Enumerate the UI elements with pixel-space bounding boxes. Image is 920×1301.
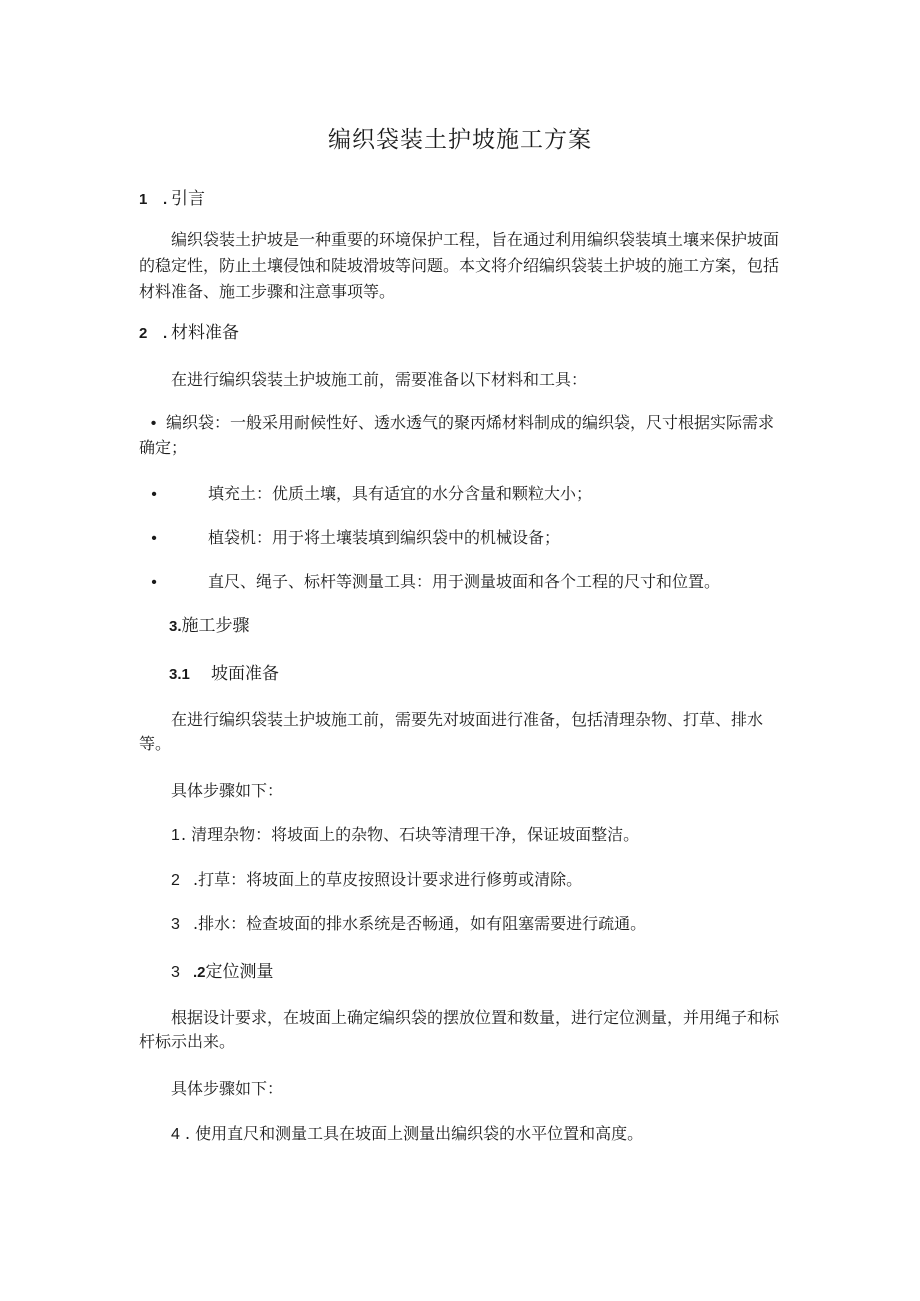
section-number: 2 [139,325,148,342]
step-text: .打草：将坡面上的草皮按照设计要求进行修剪或清除。 [193,870,583,889]
section-number-suffix: .2 [193,964,206,981]
subsection-heading-3-1 [139,661,781,687]
bullet-glyph: • [151,574,157,591]
paragraph-slope-prep: 在进行编织袋装土护坡施工前，需要先对坡面进行准备，包括清理杂物、打草、排水等。 [139,710,764,753]
bullet-item-bag-machine [139,525,781,551]
section-number: 3.1 [169,666,190,683]
bullet-text: 植袋机：用于将土壤装填到编织袋中的机械设备； [208,528,561,547]
step-text: . 清理杂物：将坡面上的杂物、石块等清理干净，保证坡面整洁。 [181,825,640,844]
section-number: 3 [171,964,180,981]
bullet-item-tools [139,569,781,595]
section-title: 材料准备 [171,323,239,343]
list-item-step-4 [139,1121,781,1147]
list-item-step-2 [139,867,781,893]
bullet-glyph: • [151,530,157,547]
section-heading-2 [139,320,781,346]
step-number: 4 [171,1126,180,1143]
section-number: 3. [169,618,182,635]
subsection-heading-3-2 [139,959,781,985]
step-number: 1 [171,827,180,844]
bullet-item-fill-soil [139,481,781,507]
step-number: 3 [171,916,180,933]
section-title: 坡面准备 [211,664,279,684]
section-dot: . [163,191,168,208]
bullet-glyph: • [150,415,157,432]
list-item-step-3 [139,911,781,937]
bullet-item-bags [139,411,781,460]
list-item-step-1 [139,822,781,848]
section-title: 施工步骤 [181,616,250,636]
paragraph-steps-intro-2: 具体步骤如下： [171,1079,284,1098]
bullet-text: 填充土：优质土壤，具有适宜的水分含量和颗粒大小； [208,484,593,503]
paragraph-intro: 编织袋装土护坡是一种重要的环境保护工程，旨在通过利用编织袋装填土壤来保护坡面的稳定性，防止土壤侵蚀和陡坡滑坡等问题。本文将介绍编织袋装土护坡的施工方案，包括材料准备、施工步骤和注意事项等。 [139,230,780,301]
paragraph-materials-intro: 在进行编织袋装土护坡施工前，需要准备以下材料和工具： [171,370,588,389]
bullet-glyph: • [151,486,157,503]
document-title: 编织袋装土护坡施工方案 [328,127,592,153]
section-number: 1 [139,191,148,208]
bullet-text: 直尺、绳子、标杆等测量工具：用于测量坡面和各个工程的尺寸和位置。 [208,572,721,591]
step-text: . 使用直尺和测量工具在坡面上测量出编织袋的水平位置和高度。 [185,1124,644,1143]
section-title: 定位测量 [205,962,274,982]
bullet-text: 编织袋：一般采用耐候性好、透水透气的聚丙烯材料制成的编织袋，尺寸根据实际需求确定； [139,413,775,457]
paragraph-positioning: 根据设计要求，在坡面上确定编织袋的摆放位置和数量，进行定位测量，并用绳子和标杆标示出来。 [139,1008,780,1051]
section-dot: . [163,325,168,342]
step-number: 2 [171,872,180,889]
step-text: .排水：检查坡面的排水系统是否畅通，如有阻塞需要进行疏通。 [193,914,647,933]
section-title: 引言 [171,189,205,209]
paragraph-steps-intro: 具体步骤如下： [171,781,284,800]
section-heading-3 [139,613,781,639]
section-heading-1 [139,186,781,212]
